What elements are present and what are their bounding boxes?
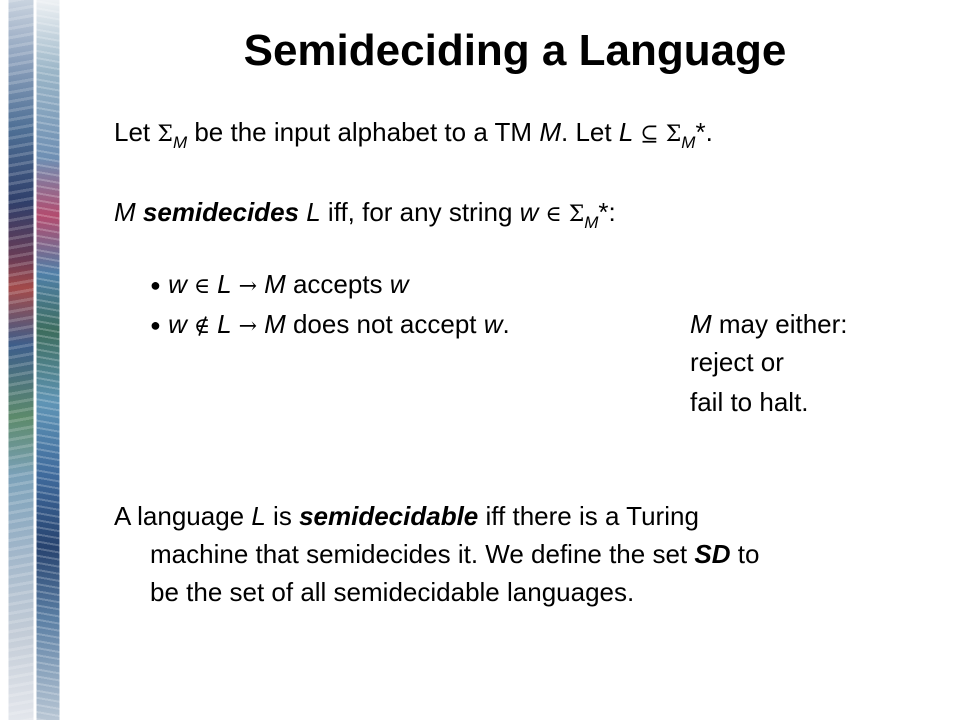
bullet-not-accepts [150,308,510,343]
var-l: L [306,197,321,227]
text-machine-semidecides: machine that semidecides it. We define the set [150,539,695,569]
var-m: M [539,117,561,147]
text-accepts: accepts [285,269,390,299]
term-semidecides: semidecides [135,197,307,227]
var-w: w [483,309,503,339]
implies-arrow: → [231,274,265,299]
text-star: *. [695,117,713,147]
element-of-symbol: ∈ [186,274,218,299]
slide-title: Semideciding a Language [243,26,787,75]
term-semidecidable: semidecidable [299,501,479,531]
text-a-language: A language [114,501,252,531]
definition-line-alphabet [114,116,713,152]
subscript-m-2: M [681,133,696,152]
paragraph-line-3: be the set of all semidecidable languages. [150,577,635,607]
term-sd: SD [694,539,731,569]
text-input-alphabet: be the input alphabet to a TM [187,117,540,147]
sigma-symbol: Σ [157,122,173,147]
text-may-either: may either: [711,309,848,339]
subscript-m: M [584,213,599,232]
bullet-icon: ● [150,315,161,335]
text-period: . [502,309,510,339]
var-l: L [217,269,232,299]
text-star-colon: *: [598,197,616,227]
side-note-line-1 [690,308,848,340]
sigma-symbol-2: Σ [665,122,682,147]
decorative-border-strip-right [36,0,60,720]
decorative-border-strip-left [8,0,34,720]
text-iff-turing: iff there is a Turing [478,501,699,531]
paragraph-line-2 [150,538,759,570]
var-l: L [618,117,634,147]
var-w: w [389,269,409,299]
var-w: w [519,197,539,227]
implies-arrow: → [231,314,265,339]
var-m: M [264,309,286,339]
paragraph-line-1 [114,500,699,532]
var-w: w [168,269,187,299]
var-w: w [168,309,187,339]
text-does-not-accept: does not accept [285,309,484,339]
text-let-2: . Let [561,117,619,147]
var-m: M [114,197,136,227]
sigma-symbol: Σ [568,202,585,227]
subscript-m: M [172,133,188,152]
bullet-accepts [150,268,409,303]
not-element-of-symbol: ∉ [186,314,218,339]
text-iff: iff, for any string [320,197,520,227]
var-l: L [217,309,232,339]
var-m: M [264,269,286,299]
side-note-reject: reject or [690,347,784,377]
text-to: to [730,539,760,569]
text-let: Let [114,117,158,147]
definition-line-semidecides [114,196,616,232]
text-is: is [265,501,300,531]
var-m: M [690,309,712,339]
subset-symbol: ⊆ [633,122,666,147]
side-note-fail: fail to halt. [690,387,809,417]
element-of-symbol: ∈ [538,202,569,227]
bullet-icon: ● [150,275,161,295]
var-l: L [251,501,266,531]
